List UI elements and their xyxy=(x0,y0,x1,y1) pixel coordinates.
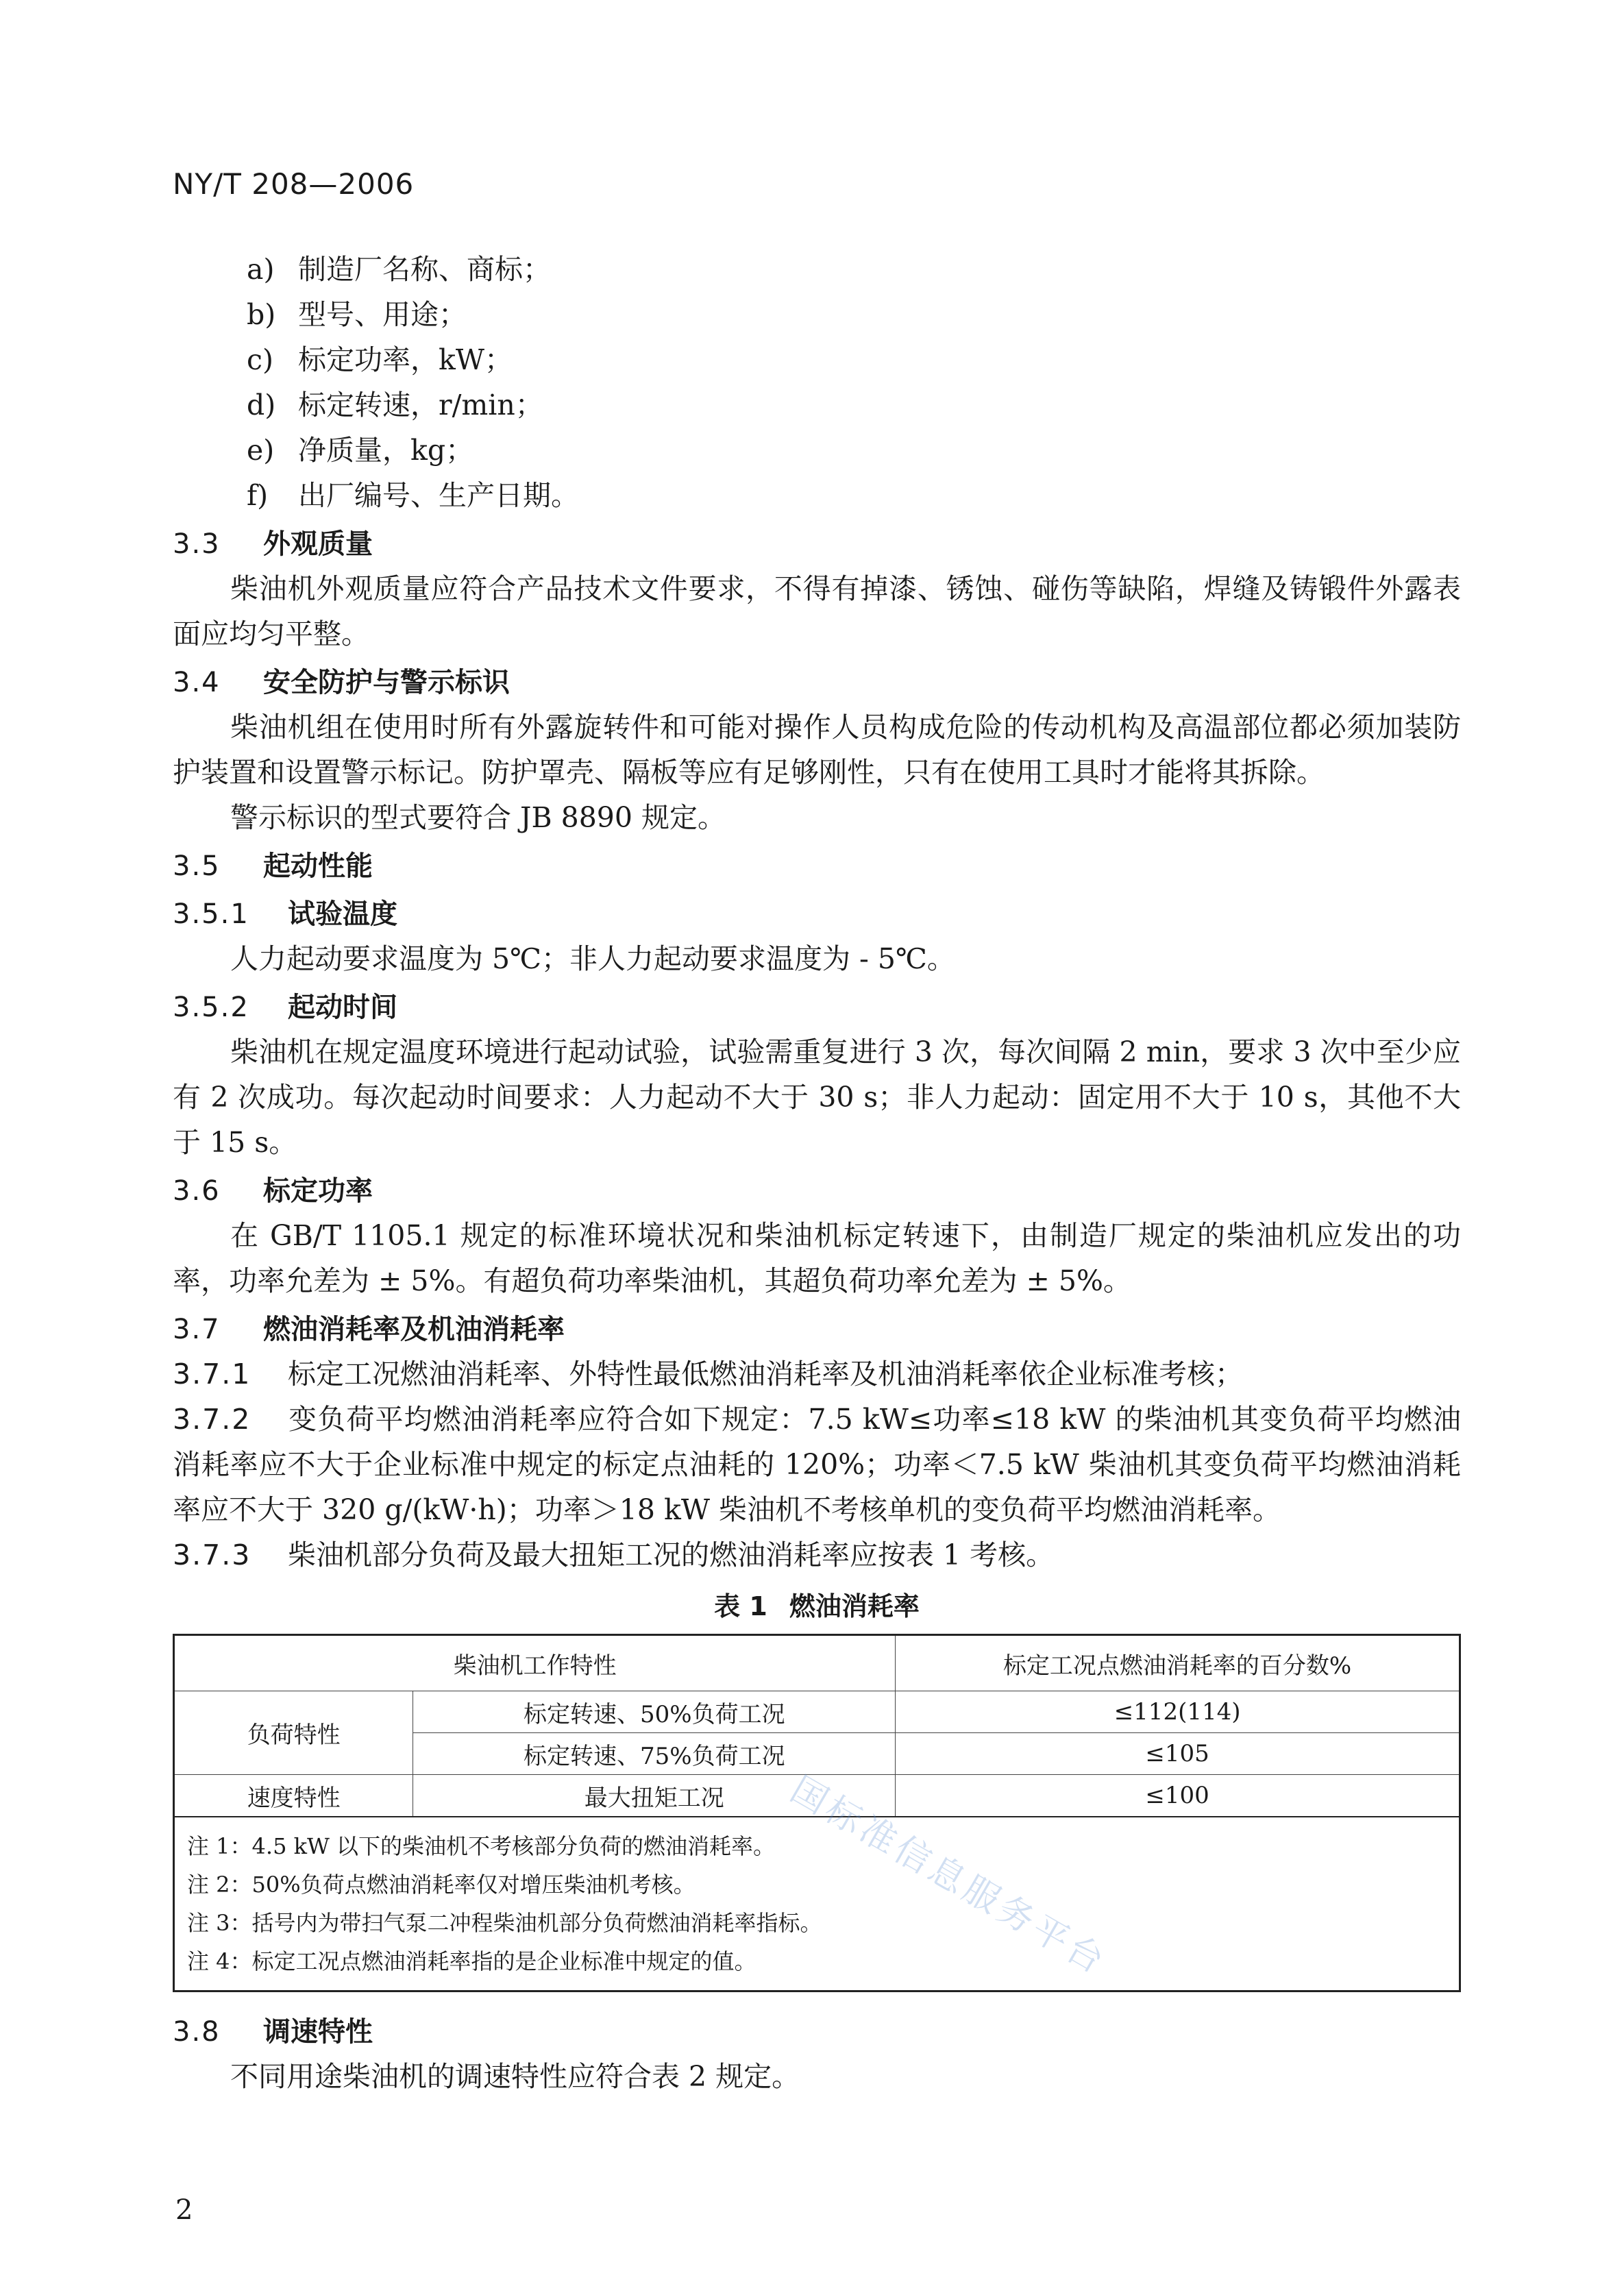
list-marker: f) xyxy=(247,479,269,512)
group-cell-speed: 速度特性 xyxy=(174,1775,413,1817)
table-caption xyxy=(173,1580,1461,1632)
list-marker: d) xyxy=(247,389,276,421)
clause-number: 3.7.2 xyxy=(173,1403,251,1436)
section-heading-3-5-1 xyxy=(173,892,1461,936)
section-title: 外观质量 xyxy=(263,528,373,560)
table-notes-row xyxy=(174,1817,1460,1991)
section-title: 起动性能 xyxy=(263,850,373,882)
section-paragraph: 警示标识的型式要符合 JB 8890 规定。 xyxy=(230,801,726,834)
value-cell: ≤100 xyxy=(896,1775,1460,1817)
clause-text: 标定工况燃油消耗率、外特性最低燃油消耗率及机油消耗率依企业标准考核； xyxy=(288,1358,1243,1390)
list-item xyxy=(173,292,1461,337)
table-header-row xyxy=(174,1635,1460,1691)
section-heading-3-7 xyxy=(173,1308,1461,1351)
header-cell: 标定工况点燃油消耗率的百分数% xyxy=(896,1635,1460,1691)
section-title: 起动时间 xyxy=(288,992,397,1023)
list-marker: e) xyxy=(247,434,275,467)
section-title: 标定功率 xyxy=(263,1175,373,1207)
list-item xyxy=(173,382,1461,428)
section-number: 3.3 xyxy=(173,528,221,560)
list-text: 制造厂名称、商标； xyxy=(298,253,551,286)
clause-text: 变负荷平均燃油消耗率应符合如下规定：7.5 kW≤功率≤18 kW 的柴油机其变负荷平均燃油消耗率应不大于企业标准中规定的标定点油耗的 120%；功率＜7.5 kW 柴油机其变负荷平均燃油消耗率应不大于 320 g/(kW·h)；功率＞18 kW 柴油机不考核单机的变负荷平均燃油消耗率。 xyxy=(173,1403,1461,1526)
section-title: 试验温度 xyxy=(288,898,397,930)
section-heading-3-6 xyxy=(173,1169,1461,1213)
section-heading-3-5-2 xyxy=(173,985,1461,1029)
section-paragraph: 人力起动要求温度为 5℃；非人力起动要求温度为 - 5℃。 xyxy=(230,942,955,975)
table-note: 注 2：50%负荷点燃油消耗率仅对增压柴油机考核。 xyxy=(187,1872,696,1898)
notes-cell xyxy=(174,1817,1460,1991)
section-title: 安全防护与警示标识 xyxy=(263,667,510,698)
section-paragraph: 柴油机在规定温度环境进行起动试验，试验需重复进行 3 次，每次间隔 2 min，要求 3 次中至少应有 2 次成功。每次起动时间要求：人力起动不大于 30 s；非人力起动：固定用不大于 10 s，其他不大于 15 s。 xyxy=(173,1035,1461,1159)
header-cell: 柴油机工作特性 xyxy=(174,1635,896,1691)
list-text: 标定功率，kW； xyxy=(298,343,513,376)
table-row xyxy=(174,1691,1460,1733)
section-heading-3-8 xyxy=(173,2010,1461,2054)
section-heading-3-4 xyxy=(173,661,1461,704)
group-cell-load: 负荷特性 xyxy=(174,1691,413,1775)
list-text: 出厂编号、生产日期。 xyxy=(298,479,579,512)
list-text: 标定转速，r/min； xyxy=(298,389,543,421)
section-paragraph: 不同用途柴油机的调速特性应符合表 2 规定。 xyxy=(230,2060,800,2093)
table-note: 注 3：括号内为带扫气泵二冲程柴油机部分负荷燃油消耗率指标。 xyxy=(187,1910,822,1936)
section-number: 3.8 xyxy=(173,2016,221,2048)
section-title: 调速特性 xyxy=(263,2016,373,2048)
section-paragraph: 在 GB/T 1105.1 规定的标准环境状况和柴油机标定转速下，由制造厂规定的柴油机应发出的功率，功率允差为 ± 5%。有超负荷功率柴油机，其超负荷功率允差为 ± 5%。 xyxy=(173,1219,1461,1297)
section-number: 3.5.1 xyxy=(173,898,249,930)
list-text: 型号、用途； xyxy=(298,298,467,331)
condition-cell: 标定转速、75%负荷工况 xyxy=(413,1733,896,1775)
section-number: 3.5.2 xyxy=(173,992,249,1023)
table-title: 燃油消耗率 xyxy=(789,1591,920,1621)
list-marker: b) xyxy=(247,298,276,331)
list-marker: c) xyxy=(247,343,273,376)
section-heading-3-5 xyxy=(173,844,1461,888)
clause-number: 3.7.1 xyxy=(173,1358,251,1390)
condition-cell: 标定转速、50%负荷工况 xyxy=(413,1691,896,1733)
standard-code-header: NY/T 208—2006 xyxy=(173,167,415,201)
section-title: 燃油消耗率及机油消耗率 xyxy=(263,1314,565,1345)
condition-cell: 最大扭矩工况 xyxy=(413,1775,896,1817)
watermark: 国标准信息服务平台 xyxy=(783,1769,1114,1984)
section-heading-3-3 xyxy=(173,522,1461,566)
section-number: 3.6 xyxy=(173,1175,221,1207)
value-cell: ≤112(114) xyxy=(896,1691,1460,1733)
section-paragraph: 柴油机外观质量应符合产品技术文件要求，不得有掉漆、锈蚀、碰伤等缺陷，焊缝及铸锻件外露表面应均匀平整。 xyxy=(173,572,1461,650)
clause-3-7-2 xyxy=(173,1397,1461,1532)
marking-list xyxy=(173,247,1461,518)
list-item xyxy=(173,337,1461,382)
section-number: 3.4 xyxy=(173,667,221,698)
list-item xyxy=(173,473,1461,518)
clause-number: 3.7.3 xyxy=(173,1539,251,1571)
clause-text: 柴油机部分负荷及最大扭矩工况的燃油消耗率应按表 1 考核。 xyxy=(288,1539,1055,1571)
table-note: 注 4：标定工况点燃油消耗率指的是企业标准中规定的值。 xyxy=(187,1948,756,1974)
table-note: 注 1：4.5 kW 以下的柴油机不考核部分负荷的燃油消耗率。 xyxy=(187,1833,776,1859)
value-cell: ≤105 xyxy=(896,1733,1460,1775)
section-number: 3.5 xyxy=(173,850,221,882)
list-item xyxy=(173,247,1461,292)
page-number: 2 xyxy=(175,2194,193,2226)
list-item xyxy=(173,428,1461,473)
clause-3-7-3 xyxy=(173,1532,1461,1578)
section-number: 3.7 xyxy=(173,1314,221,1345)
section-paragraph: 柴油机组在使用时所有外露旋转件和可能对操作人员构成危险的传动机构及高温部位都必须加装防护装置和设置警示标记。防护罩壳、隔板等应有足够刚性，只有在使用工具时才能将其拆除。 xyxy=(173,711,1461,789)
clause-3-7-1 xyxy=(173,1351,1461,1397)
table-number: 表 1 xyxy=(714,1591,767,1621)
list-marker: a) xyxy=(247,253,275,286)
list-text: 净质量，kg； xyxy=(298,434,474,467)
